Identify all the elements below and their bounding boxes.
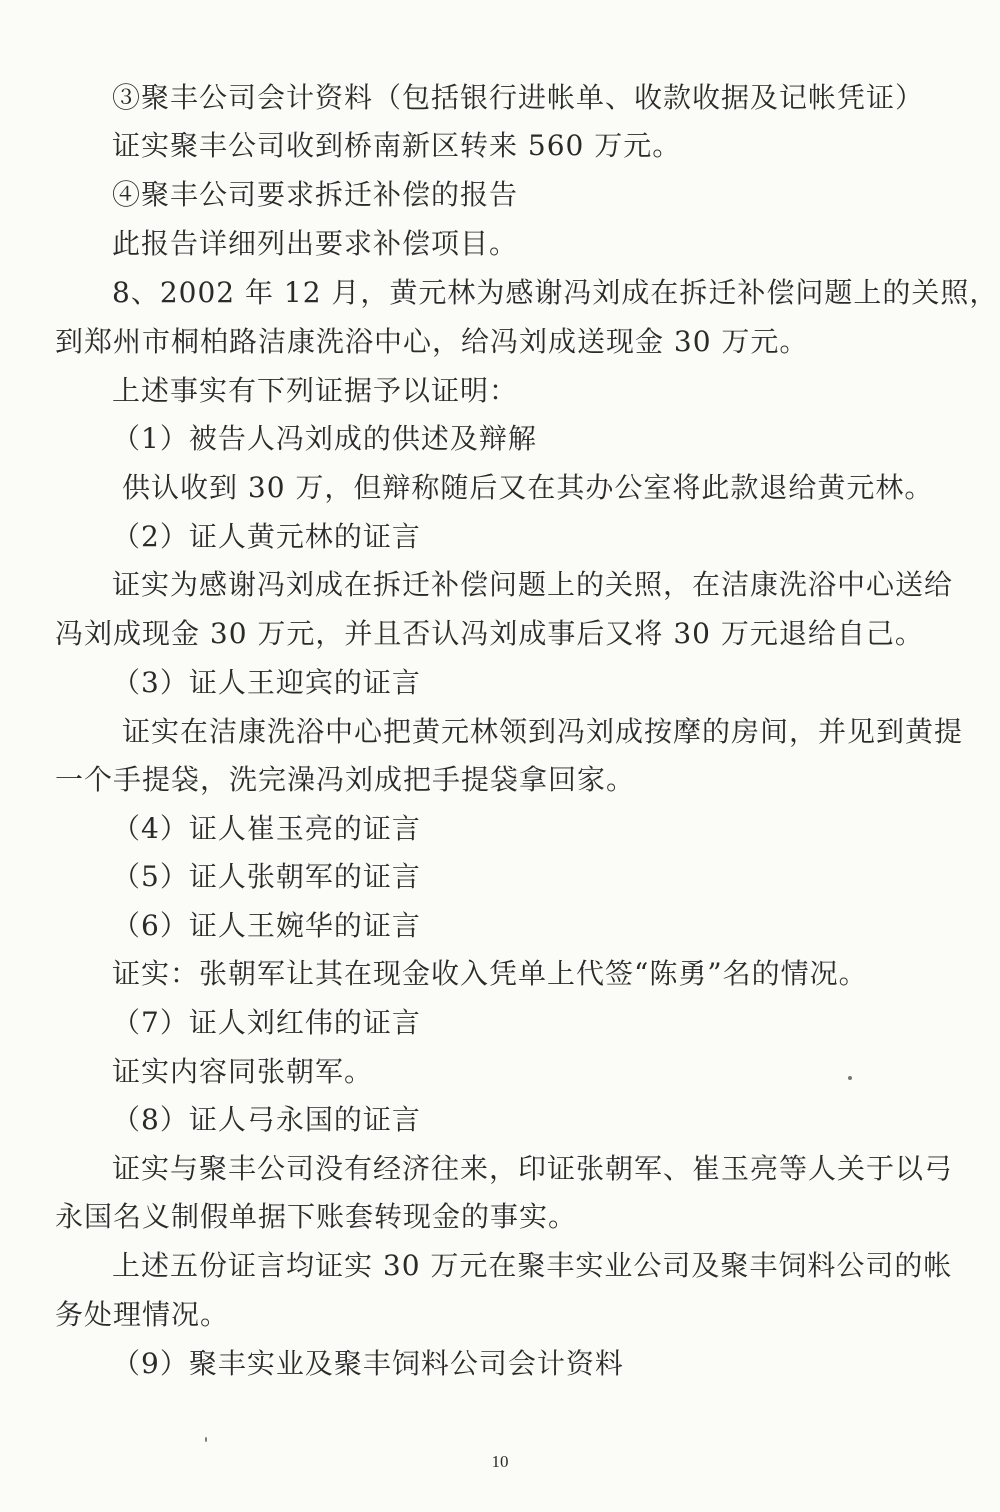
text-line: 上述五份证言均证实 30 万元在聚丰实业公司及聚丰饲料公司的帐 [112,1249,953,1282]
text-line: （3）证人王迎宾的证言 [112,666,421,699]
text-line: 务处理情况。 [55,1298,230,1331]
text-line: 证实为感谢冯刘成在拆迁补偿问题上的关照，在洁康洗浴中心送给 [112,568,954,601]
text-line: 证实聚丰公司收到桥南新区转来 560 万元。 [112,129,682,162]
text-line: 证实与聚丰公司没有经济往来，印证张朝军、崔玉亮等人关于以弓 [112,1152,954,1185]
text-line: 供认收到 30 万，但辩称随后又在其办公室将此款退给黄元林。 [122,471,934,504]
scan-speck [205,1437,207,1442]
text-line: （7）证人刘红伟的证言 [112,1006,421,1039]
text-line: 8、2002 年 12 月，黄元林为感谢冯刘成在拆迁补偿问题上的关照， [112,276,999,309]
text-line: （2）证人黄元林的证言 [112,520,421,553]
text-line: 此报告详细列出要求补偿项目。 [112,227,519,260]
text-line: 永国名义制假单据下账套转现金的事实。 [55,1200,578,1233]
text-line: 证实在洁康洗浴中心把黄元林领到冯刘成按摩的房间，并见到黄提 [122,715,964,748]
text-line: （1）被告人冯刘成的供述及辩解 [112,422,537,455]
text-line: 一个手提袋，洗完澡冯刘成把手提袋拿回家。 [55,763,636,796]
scan-speck [848,1076,852,1080]
text-line: ③聚丰公司会计资料（包括银行进帐单、收款收据及记帐凭证） [112,81,925,114]
text-line: 证实内容同张朝军。 [112,1055,374,1088]
text-line: （8）证人弓永国的证言 [112,1103,421,1136]
text-line: （6）证人王婉华的证言 [112,909,421,942]
text-line: （4）证人崔玉亮的证言 [112,812,421,845]
text-line: 到郑州市桐柏路洁康洗浴中心，给冯刘成送现金 30 万元。 [55,325,809,358]
text-line: （5）证人张朝军的证言 [112,860,421,893]
text-line: （9）聚丰实业及聚丰饲料公司会计资料 [112,1347,624,1380]
page-number: 10 [491,1452,509,1471]
text-line: ④聚丰公司要求拆迁补偿的报告 [112,178,519,211]
text-line: 证实：张朝军让其在现金收入凭单上代签“陈勇”名的情况。 [112,957,868,990]
text-line: 冯刘成现金 30 万元，并且否认冯刘成事后又将 30 万元退给自己。 [55,617,924,650]
text-line: 上述事实有下列证据予以证明： [112,374,519,407]
